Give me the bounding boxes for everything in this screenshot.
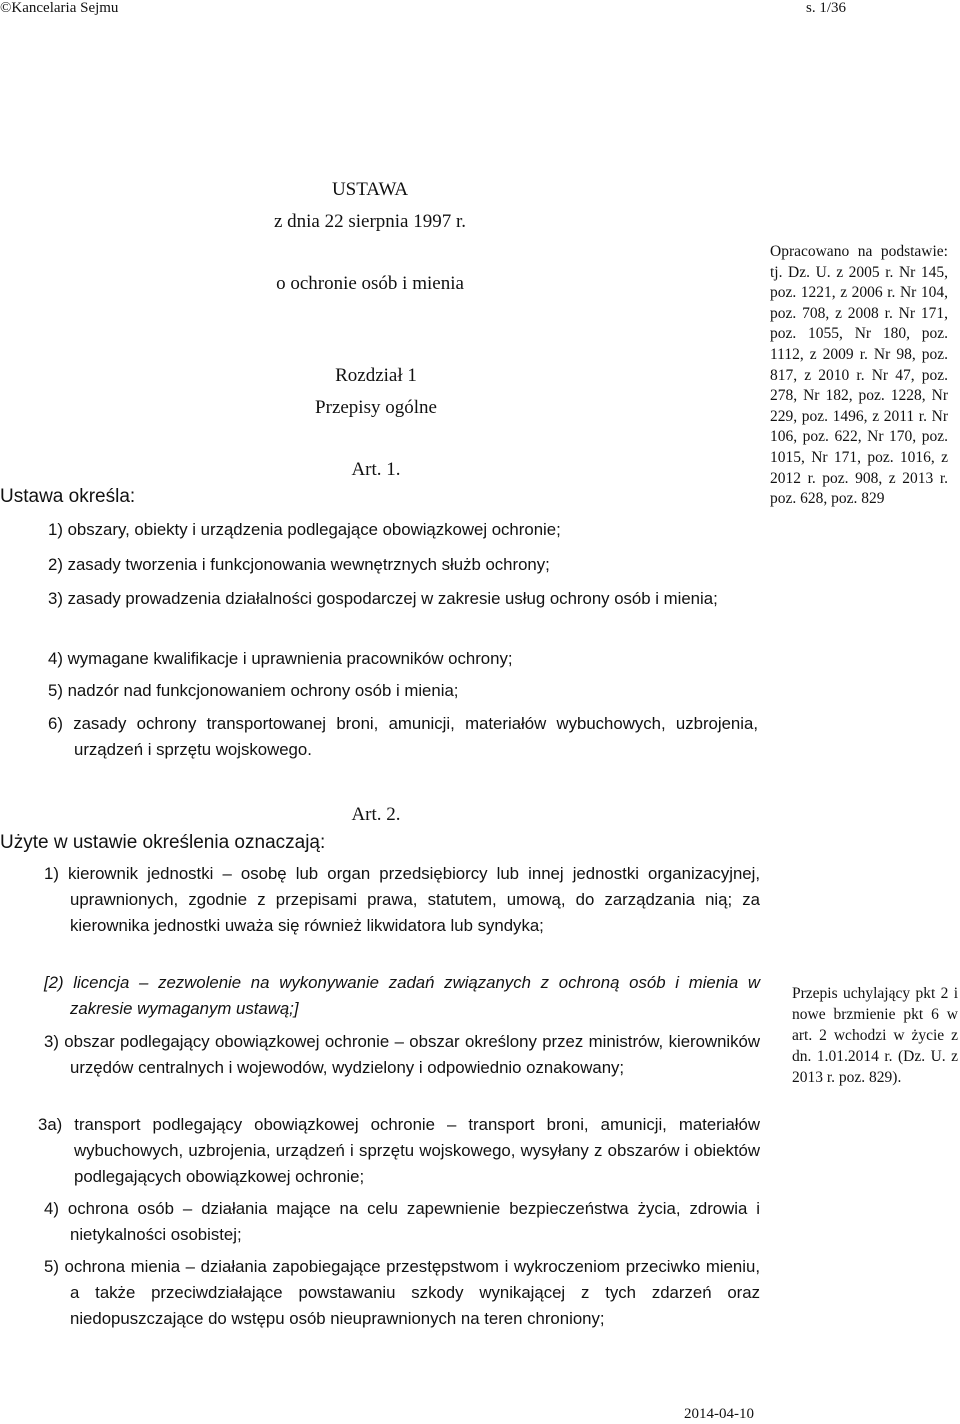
art2-item-1: 1) kierownik jednostki – osobę lub organ przedsiębiorcy lub innej jednostki organizacyjnej, uprawnionych, zgodnie z przepisami prawa, statutem, umową, do zarządzania nią; za kierownika jednostki uważa się również likwidatora lub syndyka;	[44, 864, 760, 935]
art1-item-2: 2) zasady tworzenia i funkcjonowania wewnętrznych służb ochrony;	[48, 555, 550, 574]
art2-item-4: 4) ochrona osób – działania mające na celu zapewnienie bezpieczeństwa życia, zdrowia i nietykalności osobistej;	[44, 1199, 760, 1244]
art1-item-5: 5) nadzór nad funkcjonowaniem ochrony osób i mienia;	[48, 681, 459, 700]
art2-item-3a: 3a) transport podlegający obowiązkowej ochronie – transport broni, amunicji, materiałów wybuchowych, uzbrojenia, urządzeń i sprzętu wojskowego, wysyłany z obszarów i obiektów podlegających obowiązkowej ochronie;	[38, 1115, 760, 1186]
art2-heading: Art. 2.	[351, 804, 401, 825]
act-type: USTAWA	[331, 179, 409, 200]
art1-intro: Ustawa określa:	[0, 486, 136, 507]
side-note-repeal: Przepis uchylający pkt 2 i nowe brzmienie pkt 6 w art. 2 wchodzi w życie z dn. 1.01.2014 r. (Dz. U. z 2013 r. poz. 829).	[792, 985, 958, 1086]
art1-item-6: 6) zasady ochrony transportowanej broni, amunicji, materiałów wybuchowych, uzbrojenia, urządzeń i sprzętu wojskowego.	[48, 714, 758, 759]
header-copyright: ©Kancelaria Sejmu	[0, 0, 119, 16]
art1-item-4: 4) wymagane kwalifikacje i uprawnienia pracowników ochrony;	[48, 649, 513, 668]
art2-item-2: [2) licencja – zezwolenie na wykonywanie zadań związanych z ochroną osób i mienia w zakresie wymaganym ustawą;]	[44, 973, 760, 1018]
art2-item-5: 5) ochrona mienia – działania zapobiegające przestępstwom i wykroczeniom przeciwko mieniu, a także przeciwdziałające powstawaniu szkody wynikającej z tych zdarzeń oraz niedopuszczające do wstępu osób nieuprawnionych na teren chroniony;	[44, 1257, 760, 1328]
art1-heading: Art. 1.	[351, 459, 401, 480]
art2-intro: Użyte w ustawie określenia oznaczają:	[0, 832, 326, 853]
chapter-number: Rozdział 1	[335, 365, 417, 386]
footer-date: 2014-04-10	[684, 1406, 754, 1422]
chapter-name: Przepisy ogólne	[315, 397, 437, 418]
art1-item-1: 1) obszary, obiekty i urządzenia podlegające obowiązkowej ochronie;	[48, 520, 561, 539]
side-note-source: Opracowano na podstawie: tj. Dz. U. z 2005 r. Nr 145, poz. 1221, z 2006 r. Nr 104, poz. 708, z 2008 r. Nr 171, poz. 1055, Nr 180, poz. 1112, z 2009 r. Nr 98, poz. 817, z 2010 r. Nr 47, poz. 278, Nr 182, poz. 1228, Nr 229, poz. 1496, z 2011 r. Nr 106, poz. 622, Nr 170, poz. 1015, Nr 171, poz. 1016, z 2012 r. poz. 908, z 2013 r. poz. 628, poz. 829	[770, 243, 948, 508]
header-page-number: s. 1/36	[806, 0, 847, 16]
art1-item-3: 3) zasady prowadzenia działalności gospodarczej w zakresie usług ochrony osób i mienia;	[48, 589, 718, 608]
art2-item-3: 3) obszar podlegający obowiązkowej ochronie – obszar określony przez ministrów, kierowników urzędów centralnych i wojewodów, wydzielony i odpowiednio oznakowany;	[44, 1032, 760, 1077]
act-date: z dnia 22 sierpnia 1997 r.	[273, 211, 467, 232]
act-subject: o ochronie osób i mienia	[276, 273, 464, 294]
